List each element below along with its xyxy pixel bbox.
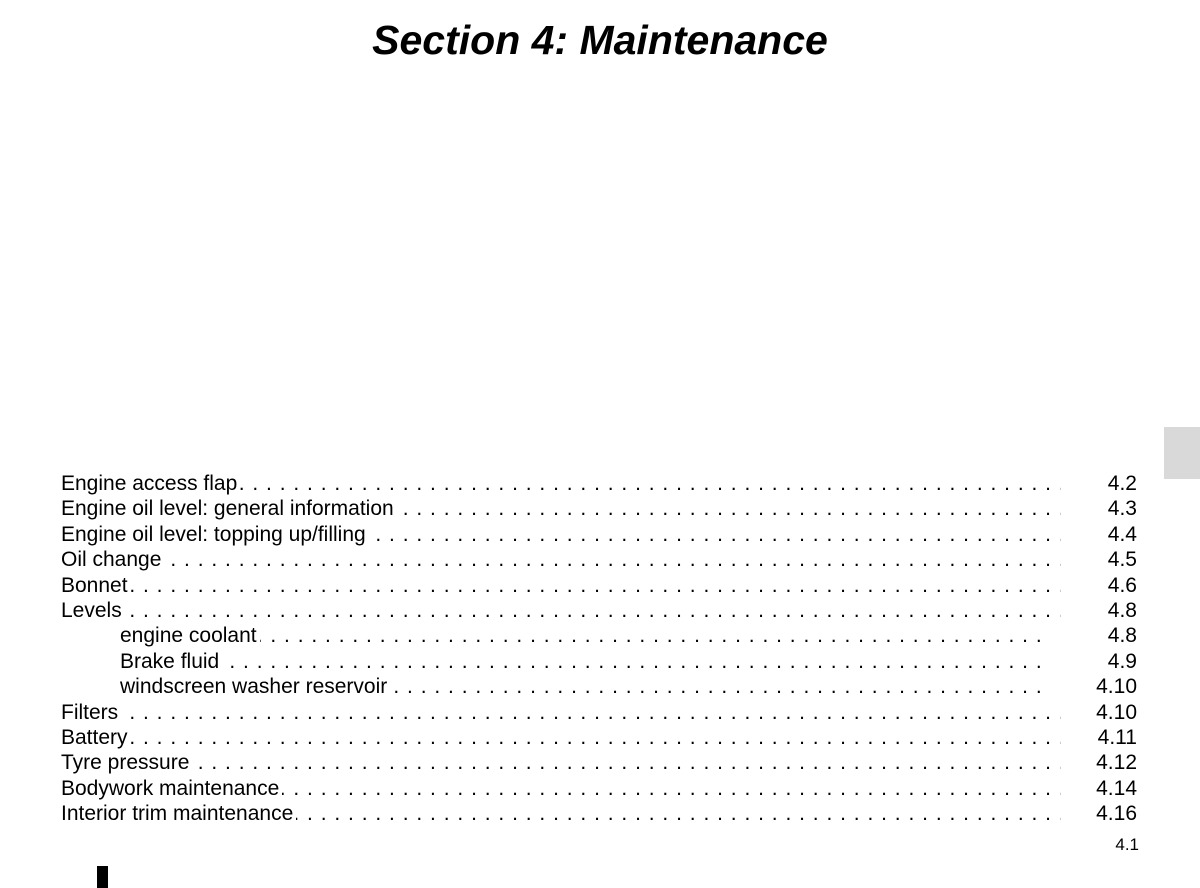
toc-entry-label: Tyre pressure bbox=[61, 751, 192, 774]
toc-entry-page: 4.8 bbox=[1107, 624, 1137, 648]
toc-entry[interactable] bbox=[61, 598, 1137, 623]
toc-entry-page: 4.14 bbox=[1096, 776, 1137, 800]
toc-entry-label: Bodywork maintenance bbox=[61, 777, 282, 800]
toc-entry[interactable] bbox=[61, 776, 1137, 801]
toc-entry-page: 4.3 bbox=[1107, 497, 1137, 521]
toc-subentry[interactable] bbox=[61, 649, 1137, 674]
toc-entry-page: 4.16 bbox=[1096, 802, 1137, 826]
toc-entry-label: Filters bbox=[61, 701, 121, 724]
toc-entry-page: 4.10 bbox=[1096, 700, 1137, 724]
toc-entry-label: Engine oil level: topping up/filling bbox=[61, 523, 369, 546]
toc-entry-label: Interior trim maintenance bbox=[61, 802, 296, 825]
toc-entry-page: 4.4 bbox=[1107, 522, 1137, 546]
toc-entry-page: 4.9 bbox=[1107, 649, 1137, 673]
toc-entry-label: Bonnet bbox=[61, 574, 131, 597]
toc-entry-page: 4.12 bbox=[1096, 751, 1137, 775]
toc-entry-label: Levels bbox=[61, 599, 125, 622]
toc-entry-label: engine coolant bbox=[120, 624, 260, 647]
toc-entry[interactable] bbox=[61, 522, 1137, 547]
section-tab-marker bbox=[1164, 427, 1200, 479]
toc-entry[interactable] bbox=[61, 801, 1137, 826]
page-title: Section 4: Maintenance bbox=[372, 17, 828, 63]
toc-entry-label: Brake fluid bbox=[120, 650, 222, 673]
toc-entry-label: windscreen washer reservoir bbox=[120, 675, 390, 698]
toc-entry[interactable] bbox=[61, 750, 1137, 775]
toc-entry[interactable] bbox=[61, 573, 1137, 598]
toc-entry-page: 4.6 bbox=[1107, 573, 1137, 597]
toc-entry-page: 4.10 bbox=[1096, 675, 1137, 699]
toc-entry-label: Battery bbox=[61, 726, 131, 749]
table-of-contents bbox=[61, 471, 1137, 826]
page-number: 4.1 bbox=[1115, 835, 1139, 854]
toc-entry-page: 4.11 bbox=[1097, 725, 1137, 749]
toc-subentry[interactable] bbox=[61, 623, 1137, 648]
toc-entry-page: 4.5 bbox=[1107, 548, 1137, 572]
toc-entry-page: 4.8 bbox=[1107, 598, 1137, 622]
toc-entry-label: Engine access flap bbox=[61, 472, 240, 495]
toc-subentry[interactable] bbox=[61, 674, 1137, 699]
toc-entry[interactable] bbox=[61, 700, 1137, 725]
toc-entry-label: Oil change bbox=[61, 548, 164, 571]
crop-mark bbox=[97, 866, 108, 888]
toc-entry[interactable] bbox=[61, 496, 1137, 521]
toc-entry[interactable] bbox=[61, 547, 1137, 572]
toc-entry[interactable] bbox=[61, 471, 1137, 496]
toc-entry-page: 4.2 bbox=[1107, 472, 1137, 495]
toc-entry-label: Engine oil level: general information bbox=[61, 497, 397, 520]
toc-entry[interactable] bbox=[61, 725, 1137, 750]
